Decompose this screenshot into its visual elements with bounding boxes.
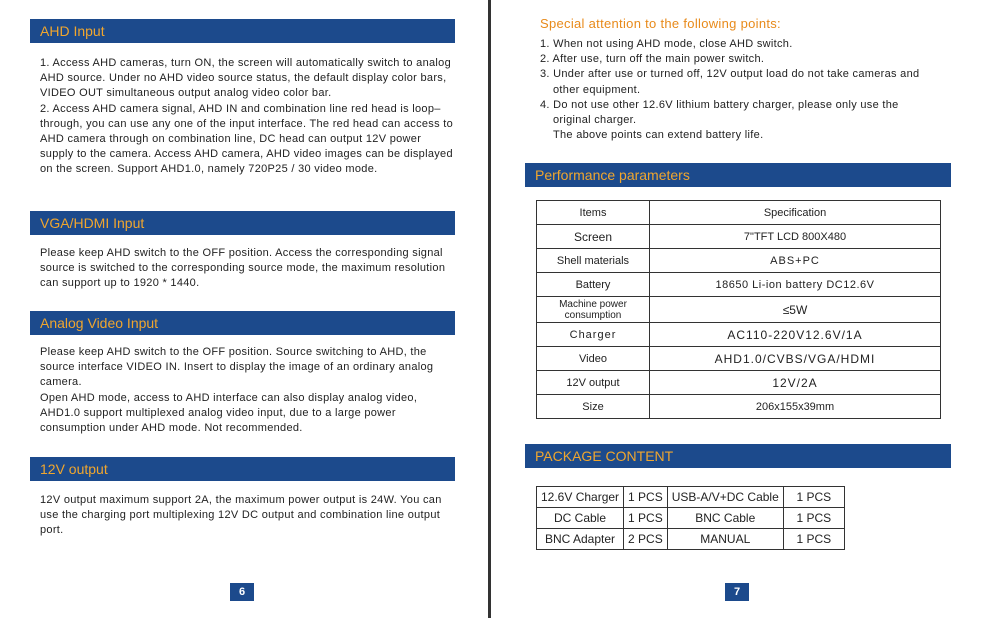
table-cell: Screen (537, 225, 650, 249)
list-item: 1. When not using AHD mode, close AHD switch. (540, 38, 793, 50)
table-row (537, 487, 845, 508)
left-page (30, 0, 455, 618)
table-cell: 18650 Li-ion battery DC12.6V (650, 273, 941, 297)
table-row (537, 273, 941, 297)
table-cell: AHD1.0/CVBS/VGA/HDMI (650, 347, 941, 371)
list-item: 2. After use, turn off the main power switch. (540, 53, 765, 66)
paragraph: Open AHD mode, access to AHD interface can also display analog video, AHD1.0 support multiplexed analog video input, due to a large power consumption under AHD mode. Not recommended. (40, 391, 418, 435)
table-row (537, 529, 845, 550)
attention-list (525, 37, 951, 143)
table-row (537, 371, 941, 395)
page-number: 7 (725, 583, 749, 601)
page-divider (488, 0, 491, 618)
section-title: Analog Video Input (30, 311, 455, 335)
table-cell: Size (537, 395, 650, 419)
table-cell: 1 PCS (783, 487, 844, 508)
section-performance-parameters (525, 163, 951, 187)
table-header-cell: Items (537, 201, 650, 225)
table-cell: AC110-220V12.6V/1A (650, 323, 941, 347)
section-package-content (525, 444, 951, 468)
list-item: 4. Do not use other 12.6V lithium battery charger, please only use the original charger. (540, 98, 899, 127)
section-analog-video-input (30, 311, 455, 436)
paragraph: Please keep AHD switch to the OFF position. Source switching to AHD, the source interface VIDEO IN. Insert to display the image of an ordinary analog camera. (40, 346, 434, 389)
table-row (537, 395, 941, 419)
table-cell: ≤5W (650, 297, 941, 323)
table-cell: ABS+PC (650, 249, 941, 273)
paragraph: 2. Access AHD camera signal, AHD IN and combination line red head is loop–through, you can use any one of the input interface. The red head can access to AHD camera through on combination line, DC head can output 12V power supply to the camera. Access AHD camera, AHD video images can be displayed on the screen. Support AHD1.0, namely 720P25 / 30 video mode. (40, 102, 454, 176)
table-cell: 12V/2A (650, 371, 941, 395)
table-header-cell: Specification (650, 201, 941, 225)
table-header-row (537, 201, 941, 225)
section-title: AHD Input (30, 19, 455, 43)
table-cell: DC Cable (537, 508, 624, 529)
specs-table (536, 200, 941, 419)
table-cell: 7"TFT LCD 800X480 (650, 225, 941, 249)
section-title: 12V output (30, 457, 455, 481)
paragraph: 12V output maximum support 2A, the maximum power output is 24W. You can use the charging port multiplexing 12V DC output and combination line output port. (40, 494, 442, 537)
table-cell: USB-A/V+DC Cable (667, 487, 783, 508)
table-cell: MANUAL (667, 529, 783, 550)
table-cell: Battery (537, 273, 650, 297)
package-table (536, 486, 845, 550)
table-cell: Machine power consumption (537, 297, 650, 323)
table-cell: Video (537, 347, 650, 371)
list-note: The above points can extend battery life. (553, 129, 764, 142)
page-number: 6 (230, 583, 254, 601)
section-title: Performance parameters (525, 163, 951, 187)
table-row (537, 297, 941, 323)
table-cell: BNC Adapter (537, 529, 624, 550)
table-cell: Shell materials (537, 249, 650, 273)
table-row (537, 249, 941, 273)
table-cell: 1 PCS (783, 508, 844, 529)
section-ahd-input (30, 19, 455, 178)
table-cell: 2 PCS (624, 529, 668, 550)
section-title: PACKAGE CONTENT (525, 444, 951, 468)
section-heading: Special attention to the following points: (540, 16, 781, 31)
section-12v-output (30, 457, 455, 539)
right-page (525, 0, 951, 618)
table-cell: 1 PCS (783, 529, 844, 550)
table-row (537, 323, 941, 347)
table-cell: 12V output (537, 371, 650, 395)
paragraph: Please keep AHD switch to the OFF position. Access the corresponding signal source is switched to the corresponding source mode, the maximum resolution can support up to 1920 * 1440. (40, 247, 446, 290)
table-row (537, 225, 941, 249)
paragraph: 1. Access AHD cameras, turn ON, the screen will automatically switch to analog AHD source. Under no AHD video source status, the default display color bars, VIDEO OUT simultaneous output analog video color bar. (40, 57, 452, 100)
table-cell: 1 PCS (624, 508, 668, 529)
table-row (537, 508, 845, 529)
table-cell: 206x155x39mm (650, 395, 941, 419)
list-item: 3. Under after use or turned off, 12V output load do not take cameras and other equipment. (540, 68, 920, 96)
table-cell: 1 PCS (624, 487, 668, 508)
table-cell: BNC Cable (667, 508, 783, 529)
table-cell: 12.6V Charger (537, 487, 624, 508)
section-title: VGA/HDMI Input (30, 211, 455, 235)
section-vga-hdmi-input (30, 211, 455, 292)
section-special-attention (525, 16, 951, 143)
table-cell: Charger (537, 323, 650, 347)
table-row (537, 347, 941, 371)
